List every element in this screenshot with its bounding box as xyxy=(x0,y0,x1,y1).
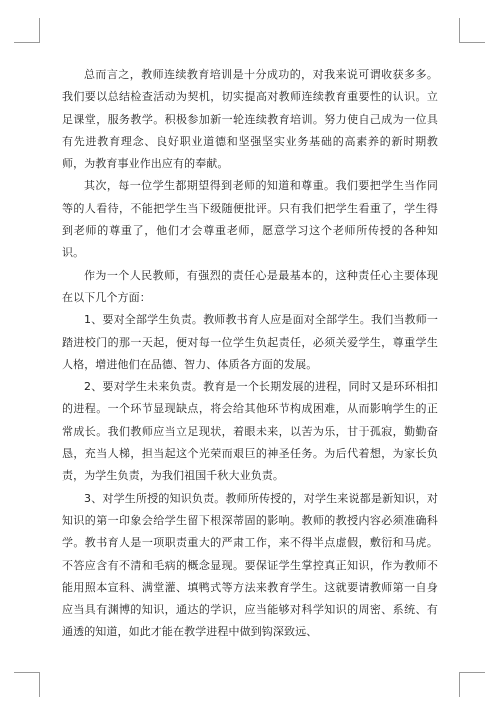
crop-mark-top-right xyxy=(459,18,460,43)
crop-mark-bottom-left xyxy=(14,672,39,673)
crop-mark-bottom-left xyxy=(39,672,40,697)
paragraph-point-2: 2、要对学生未来负责。教育是一个长期发展的进程，同时又是环环相扣的进程。一个环节显现缺点，将会给其他环节构成困难，从而影响学生的正常成长。我们教师应当立足现状，着眼未来，以苦为乐，甘于孤寂，勤勤奋恳，充当人梯，担当起这个光荣而艰巨的神圣任务。为后代着想，为家长负责，为学生负责，为我们祖国千秋大业负责。 xyxy=(62,380,438,483)
paragraph-summary: 总而言之，教师连续教育培训是十分成功的，对我来说可谓收获多多。我们要以总结检查活动为契机，切实提高对教师连续教育重要性的认识。立足课堂，服务教学。积极参加新一轮连续教育培训。努力使自己成为一位具有先进教育理念、良好职业道德和坚强坚实业务基础的高素养的新时期教师，为教育事业作出应有的奉献。 xyxy=(62,68,438,171)
crop-mark-top-right xyxy=(460,42,485,43)
crop-mark-top-left xyxy=(14,42,39,43)
crop-mark-bottom-right xyxy=(460,672,485,673)
paragraph-respect: 其次，每一位学生都期望得到老师的知道和尊重。我们要把学生当作同等的人看待，不能把学生当下级随便批评。只有我们把学生看重了，学生得到老师的尊重了，他们才会尊重老师，愿意学习这个老师所传授的各种知识。 xyxy=(62,179,438,260)
paragraph-point-3: 3、对学生所授的知识负责。教师所传授的，对学生来说都是新知识，对知识的第一印象会给学生留下根深蒂固的影响。教师的教授内容必须准确科学。教书育人是一项职责重大的严肃工作，来不得半点虚假，敷衍和马虎。不答应含有不清和毛病的概念显现。要保证学生掌控真正知识，作为教师不能用照本宣科、满堂灌、填鸭式等方法来教育学生。这就要请教师第一自身应当具有渊博的知识，通达的学识，应当能够对科学知识的周密、系统、有通透的知道，如此才能在教学进程中做到钩深致远、 xyxy=(62,491,438,639)
crop-mark-bottom-right xyxy=(459,672,460,697)
document-body xyxy=(62,64,438,644)
crop-mark-top-left xyxy=(39,18,40,43)
paragraph-point-1: 1、要对全部学生负责。教师教书育人应是面对全部学生。我们当教师一踏进校门的那一天起，便对每一位学生负起责任，必须关爱学生，尊重学生人格，增进他们在品德、智力、体质各方面的发展。 xyxy=(62,313,438,371)
paragraph-responsibility-intro: 作为一个人民教师，有强烈的责任心是最基本的，这种责任心主要体现在以下几个方面： xyxy=(62,268,438,304)
